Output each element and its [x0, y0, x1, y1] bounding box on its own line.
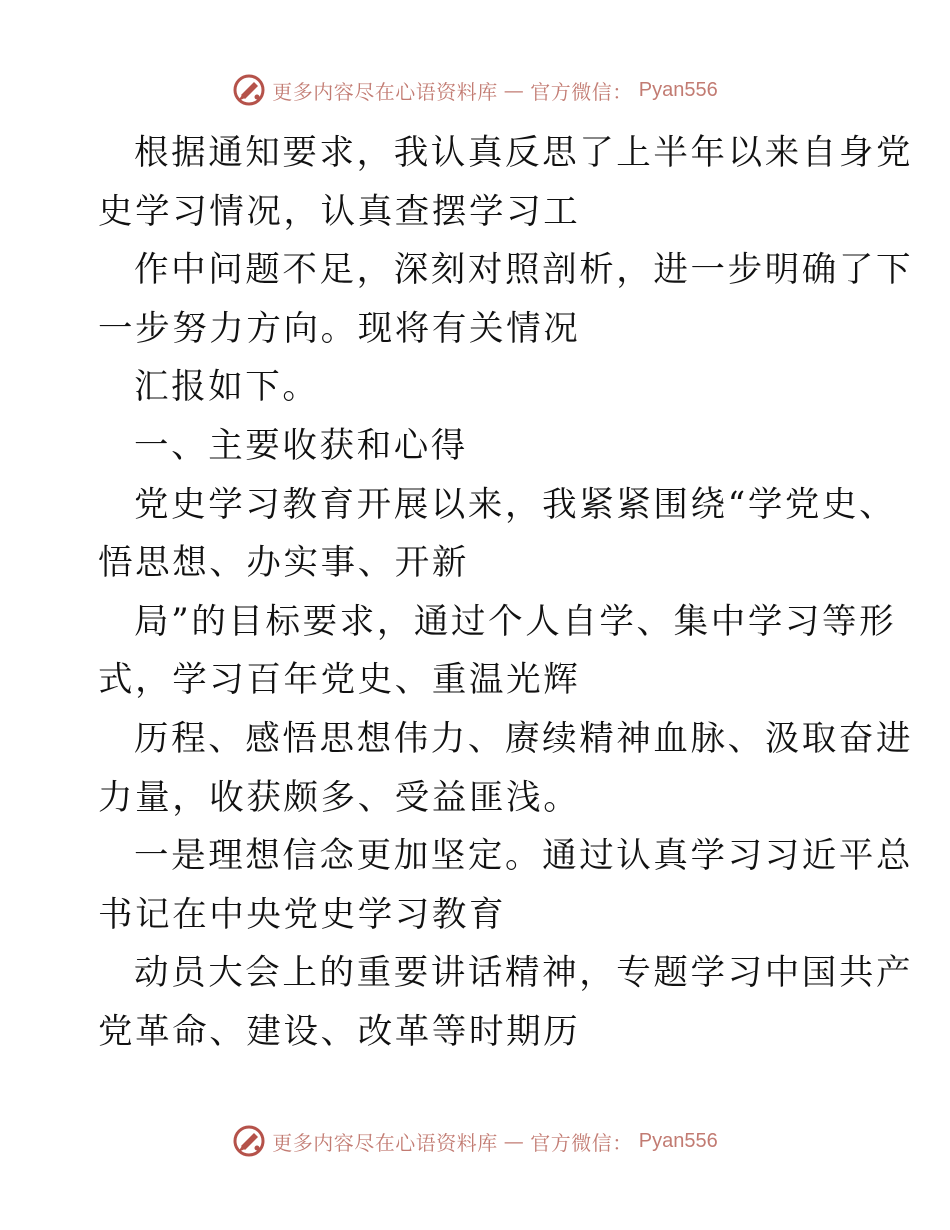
footer-banner-wechat-id: Pyan556 — [638, 1129, 718, 1152]
body-line: 汇报如下。 — [134, 367, 320, 408]
header-banner-inner — [232, 73, 717, 107]
body-line: 根据通知要求，我认真反思了上半年以来自身党 — [134, 133, 914, 173]
body-line: 书记在中央党史学习教育 — [98, 894, 507, 935]
section-heading: 一、主要收获和心得 — [134, 425, 468, 466]
body-line: 一是理想信念更加坚定。通过认真学习习近平总 — [134, 836, 914, 877]
body-line: 局”的目标要求，通过个人自学、集中学习等形 — [134, 601, 897, 642]
header-banner — [0, 70, 950, 110]
body-line: 作中问题不足，深刻对照剖析，进一步明确了下 — [134, 250, 914, 291]
document-body — [98, 124, 914, 1062]
body-line: 悟思想、办实事、开新 — [98, 543, 469, 584]
body-line: 一步努力方向。现将有关情况 — [98, 308, 581, 349]
pen-logo-icon — [232, 1124, 266, 1158]
footer-banner-wechat-label: 官方微信： — [530, 1130, 633, 1155]
header-banner-wechat-label: 官方微信： — [530, 79, 633, 104]
body-line: 党革命、建设、改革等时期历 — [98, 1011, 581, 1052]
header-banner-wechat-id: Pyan556 — [638, 78, 718, 101]
body-line: 动员大会上的重要讲话精神，专题学习中国共产 — [134, 953, 914, 994]
pen-logo-icon — [232, 73, 266, 107]
footer-banner — [0, 1121, 950, 1161]
body-line: 式，学习百年党史、重温光辉 — [98, 660, 581, 701]
header-banner-dash: — — [503, 78, 525, 102]
footer-banner-inner — [232, 1124, 717, 1158]
body-line: 党史学习教育开展以来，我紧紧围绕“学党史、 — [134, 484, 897, 525]
footer-banner-dash: — — [503, 1129, 525, 1153]
body-line: 史学习情况，认真查摆学习工 — [98, 191, 581, 232]
footer-banner-text: 更多内容尽在心语资料库 — [272, 1130, 498, 1155]
header-banner-text: 更多内容尽在心语资料库 — [272, 79, 498, 104]
body-line: 力量，收获颇多、受益匪浅。 — [98, 777, 581, 818]
body-line: 历程、感悟思想伟力、赓续精神血脉、汲取奋进 — [134, 718, 914, 759]
